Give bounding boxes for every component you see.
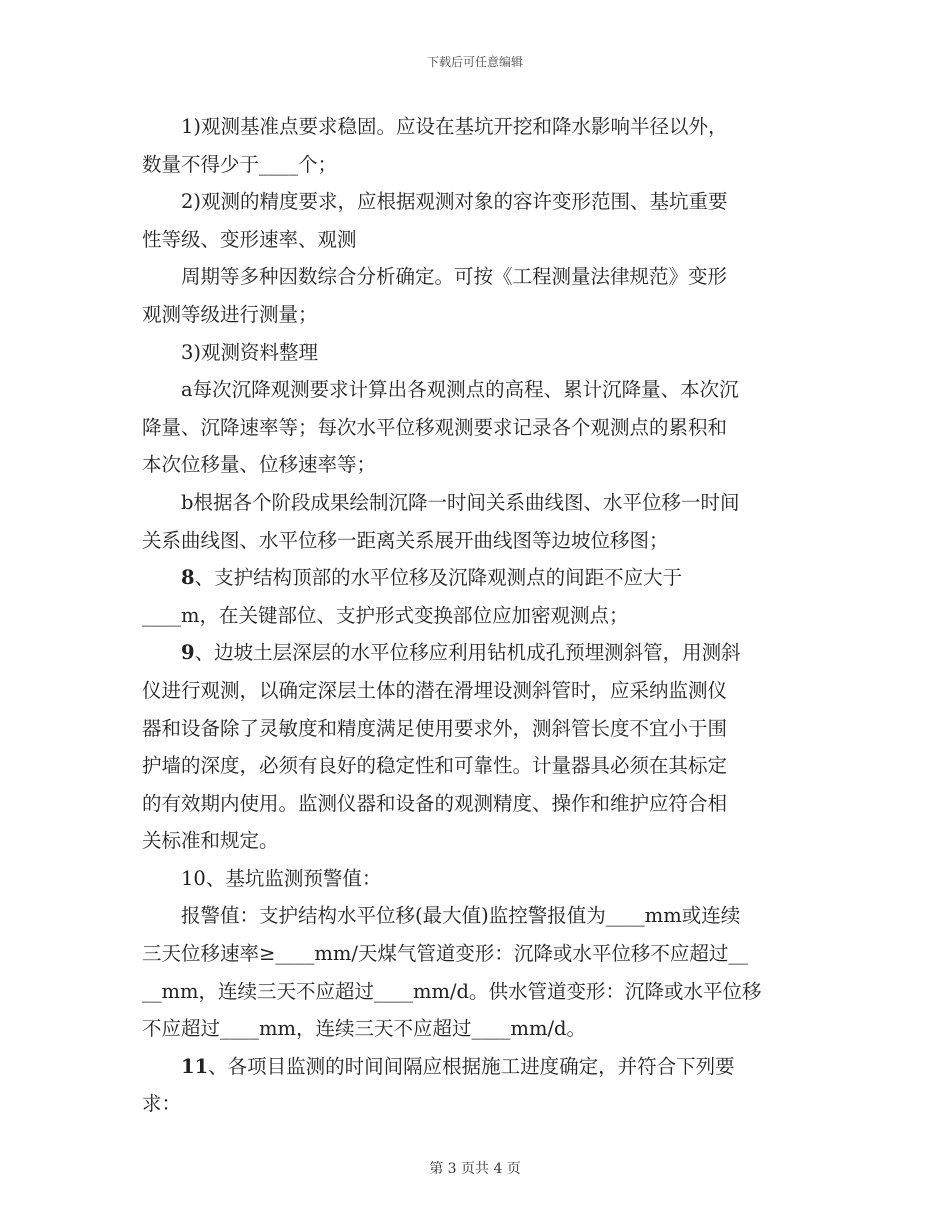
text-line — [142, 897, 812, 935]
text-line — [142, 935, 812, 973]
text-line — [142, 221, 812, 259]
text-line — [142, 108, 812, 146]
text-line — [142, 597, 812, 635]
item-number: 11 — [181, 1054, 209, 1078]
line-text: 本次位移量、位移速率等； — [142, 453, 377, 477]
line-text: 10、基坑监测预警值： — [181, 866, 382, 890]
text-line — [142, 1085, 812, 1123]
text-line — [142, 973, 812, 1011]
line-text: 数量不得少于____个； — [142, 152, 338, 176]
text-line — [142, 334, 812, 372]
text-line — [142, 860, 812, 898]
text-line — [142, 446, 812, 484]
text-line — [142, 634, 812, 672]
line-text: 降量、沉降速率等；每次水平位移观测要求记录各个观测点的累积和 — [142, 415, 728, 439]
line-text: 、支护结构顶部的水平位移及沉降观测点的间距不应大于 — [194, 566, 683, 590]
text-line — [142, 1010, 812, 1048]
line-text: 器和设备除了灵敏度和精度满足使用要求外，测斜管长度不宜小于围 — [142, 716, 728, 740]
line-text: 不应超过____mm，连续三天不应超过____mm/d。 — [142, 1017, 587, 1041]
line-text: a每次沉降观测要求计算出各观测点的高程、累计沉降量、本次沉 — [181, 378, 739, 402]
line-text: 1)观测基准点要求稳固。应设在基坑开挖和降水影响半径以外， — [181, 115, 728, 138]
text-line — [142, 183, 812, 221]
line-text: 关系曲线图、水平位移一距离关系展开曲线图等边坡位移图； — [142, 528, 669, 552]
line-text: 、各项目监测的时间间隔应根据施工进度确定，并符合下列要 — [208, 1054, 735, 1078]
line-text: 观测等级进行测量； — [142, 302, 318, 326]
line-text: 护墙的深度，必须有良好的稳定性和可靠性。计量器具必须在其标定 — [142, 754, 728, 778]
line-text: 3)观测资料整理 — [181, 340, 319, 364]
line-text: 的有效期内使用。监测仪器和设备的观测精度、操作和维护应符合相 — [142, 791, 728, 815]
line-text: 关标准和规定。 — [142, 829, 279, 853]
text-line — [142, 409, 812, 447]
line-text: 2)观测的精度要求，应根据观测对象的容许变形范围、基坑重要 — [181, 190, 728, 214]
text-line — [142, 672, 812, 710]
document-body — [142, 108, 812, 1123]
page-header: 下载后可任意编辑 — [426, 55, 523, 69]
text-line — [142, 296, 812, 334]
text-line — [142, 710, 812, 748]
text-line — [142, 747, 812, 785]
text-line — [142, 484, 812, 522]
item-number: 9 — [181, 641, 195, 665]
text-line — [142, 258, 812, 296]
line-text: b根据各个阶段成果绘制沉降一时间关系曲线图、水平位移一时间 — [181, 490, 740, 514]
line-text: 求： — [142, 1092, 182, 1116]
text-line — [142, 1048, 812, 1086]
line-text: 周期等多种因数综合分析确定。可按《工程测量法律规范》变形 — [181, 265, 728, 289]
item-number: 8 — [181, 566, 195, 590]
text-line — [142, 371, 812, 409]
line-text: 性等级、变形速率、观测 — [142, 227, 357, 251]
line-text: ____m，在关键部位、支护形式变换部位应加密观测点； — [142, 603, 629, 627]
line-text: 报警值：支护结构水平位移(最大值)监控警报值为____mm或连续 — [181, 904, 741, 928]
line-text: 、边坡土层深层的水平位移应利用钻机成孔预埋测斜管，用测斜 — [194, 641, 741, 665]
text-line — [142, 822, 812, 860]
page-footer: 第 3 页共 4 页 — [429, 1161, 521, 1177]
line-text: 仪进行观测，以确定深层土体的潜在滑埋设测斜管时，应采纳监测仪 — [142, 678, 728, 702]
text-line — [142, 522, 812, 560]
line-text: __mm，连续三天不应超过____mm/d。供水管道变形：沉降或水平位移 — [142, 979, 762, 1003]
line-text: 三天位移速率≥____mm/天煤气管道变形：沉降或水平位移不应超过__ — [142, 942, 748, 966]
text-line — [142, 785, 812, 823]
text-line — [142, 146, 812, 184]
text-line — [142, 559, 812, 597]
